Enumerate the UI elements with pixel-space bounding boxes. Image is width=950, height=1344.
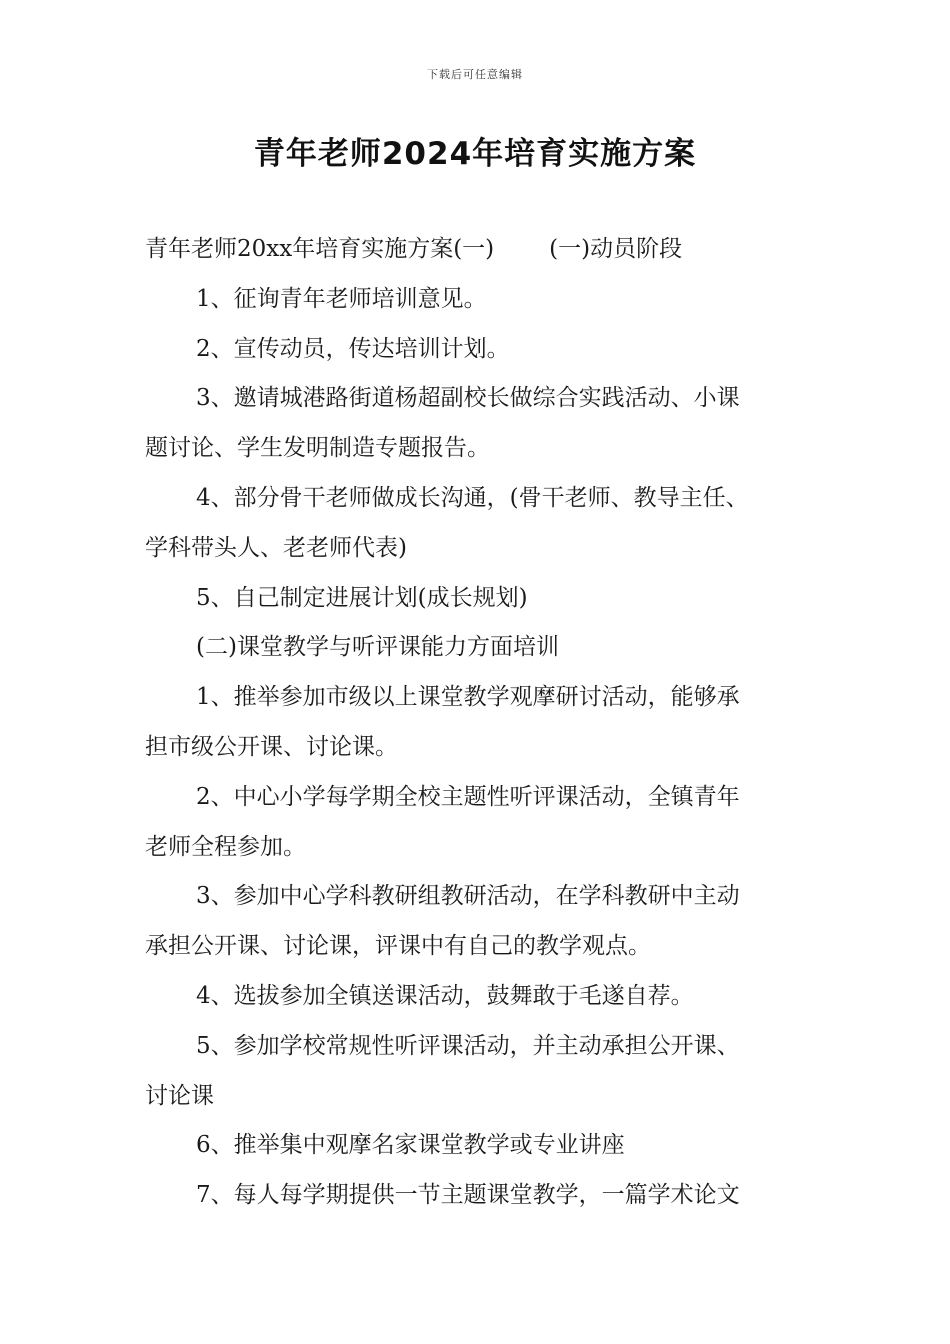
paragraph-line: 老师全程参加。: [145, 833, 306, 860]
paragraph-line: 6、推举集中观摩名家课堂教学或专业讲座: [196, 1132, 625, 1159]
section-heading: (二)课堂教学与听评课能力方面培训: [196, 634, 559, 661]
paragraph-line: 1、推举参加市级以上课堂教学观摩研讨活动，能够承: [196, 684, 740, 711]
paragraph-line: 讨论课: [145, 1082, 214, 1109]
paragraph-text: 青年老师20xx年培育实施方案(一): [145, 236, 495, 262]
paragraph-line: 5、自己制定进展计划(成长规划): [196, 584, 528, 611]
header-note: 下载后可任意编辑: [427, 68, 523, 81]
document-title: 青年老师2024年培育实施方案: [253, 136, 697, 172]
paragraph-line: 3、邀请城港路街道杨超副校长做综合实践活动、小课: [196, 385, 740, 412]
paragraph-line: 7、每人每学期提供一节主题课堂教学，一篇学术论文: [196, 1182, 740, 1209]
section-heading: (一)动员阶段: [549, 236, 683, 262]
paragraph-line: 承担公开课、讨论课，评课中有自己的教学观点。: [145, 933, 651, 960]
paragraph-line: 2、宣传动员，传达培训计划。: [196, 335, 510, 362]
paragraph-line: 担市级公开课、讨论课。: [145, 733, 398, 760]
paragraph-line: 4、选拔参加全镇送课活动，鼓舞敢于毛遂自荐。: [196, 982, 694, 1009]
paragraph-line: 1、征询青年老师培训意见。: [196, 285, 487, 312]
paragraph-line: 2、中心小学每学期全校主题性听评课活动，全镇青年: [196, 783, 740, 810]
document-body: [145, 225, 835, 1221]
paragraph-line: [145, 225, 835, 275]
paragraph-line: 题讨论、学生发明制造专题报告。: [145, 435, 490, 462]
paragraph-line: 3、参加中心学科教研组教研活动，在学科教研中主动: [196, 883, 740, 910]
paragraph-line: 4、部分骨干老师做成长沟通，(骨干老师、教导主任、: [196, 484, 749, 511]
paragraph-line: 学科带头人、老老师代表): [145, 534, 407, 561]
paragraph-line: 5、参加学校常规性听评课活动，并主动承担公开课、: [196, 1032, 740, 1059]
